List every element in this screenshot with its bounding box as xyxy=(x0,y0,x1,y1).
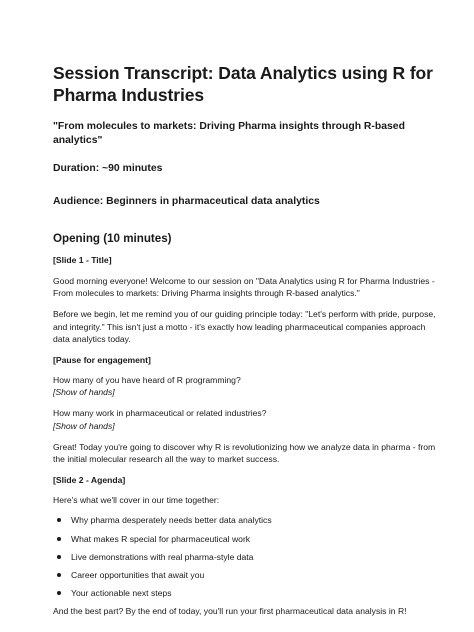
bullet-icon xyxy=(57,537,61,541)
question-1-note: [Show of hands] xyxy=(53,387,115,398)
question-1 xyxy=(53,374,440,398)
bullet-icon xyxy=(57,591,61,595)
question-2-text: How many work in pharmaceutical or related industries? xyxy=(53,408,267,419)
agenda-list xyxy=(53,514,440,599)
bullet-icon xyxy=(57,555,61,559)
discover-paragraph: Great! Today you're going to discover why R is revolutionizing how we analyze data in pharma - from the initial molecular research all the way to market success. xyxy=(53,441,436,465)
question-1-text: How many of you have heard of R programming? xyxy=(53,375,241,386)
agenda-item: Your actionable next steps xyxy=(71,587,440,599)
document-title: Session Transcript: Data Analytics using R for Pharma Industries xyxy=(53,63,433,105)
closing-paragraph: And the best part? By the end of today, you'll run your first pharmaceutical data analysis in R! xyxy=(53,606,407,617)
bullet-icon xyxy=(57,518,61,522)
slide-2-tag: [Slide 2 - Agenda] xyxy=(53,475,126,486)
bullet-icon xyxy=(57,573,61,577)
agenda-item: Career opportunities that await you xyxy=(71,569,440,581)
document-subtitle: "From molecules to markets: Driving Pharma insights through R-based analytics" xyxy=(53,121,405,146)
question-2-note: [Show of hands] xyxy=(53,420,115,431)
pause-tag: [Pause for engagement] xyxy=(53,355,151,366)
section-heading-opening: Opening (10 minutes) xyxy=(53,232,172,245)
slide-1-tag: [Slide 1 - Title] xyxy=(53,255,112,265)
agenda-item: What makes R special for pharmaceutical work xyxy=(71,533,440,545)
agenda-intro: Here's what we'll cover in our time together: xyxy=(53,495,220,506)
principle-paragraph: Before we begin, let me remind you of our guiding principle today: "Let's perform with pride, purpose, and integrity." This isn't just a motto - it's exactly how leading pharmaceutical companies approach data analytics today. xyxy=(53,309,436,344)
duration-line: Duration: ~90 minutes xyxy=(53,163,163,174)
agenda-item: Live demonstrations with real pharma-style data xyxy=(71,551,440,563)
welcome-paragraph: Good morning everyone! Welcome to our session on "Data Analytics using R for Pharma Industries - From molecules to markets: Driving Pharma insights through R-based analytics." xyxy=(53,276,435,299)
agenda-item: Why pharma desperately needs better data analytics xyxy=(71,514,440,526)
audience-line: Audience: Beginners in pharmaceutical data analytics xyxy=(53,196,320,207)
question-2 xyxy=(53,407,440,431)
